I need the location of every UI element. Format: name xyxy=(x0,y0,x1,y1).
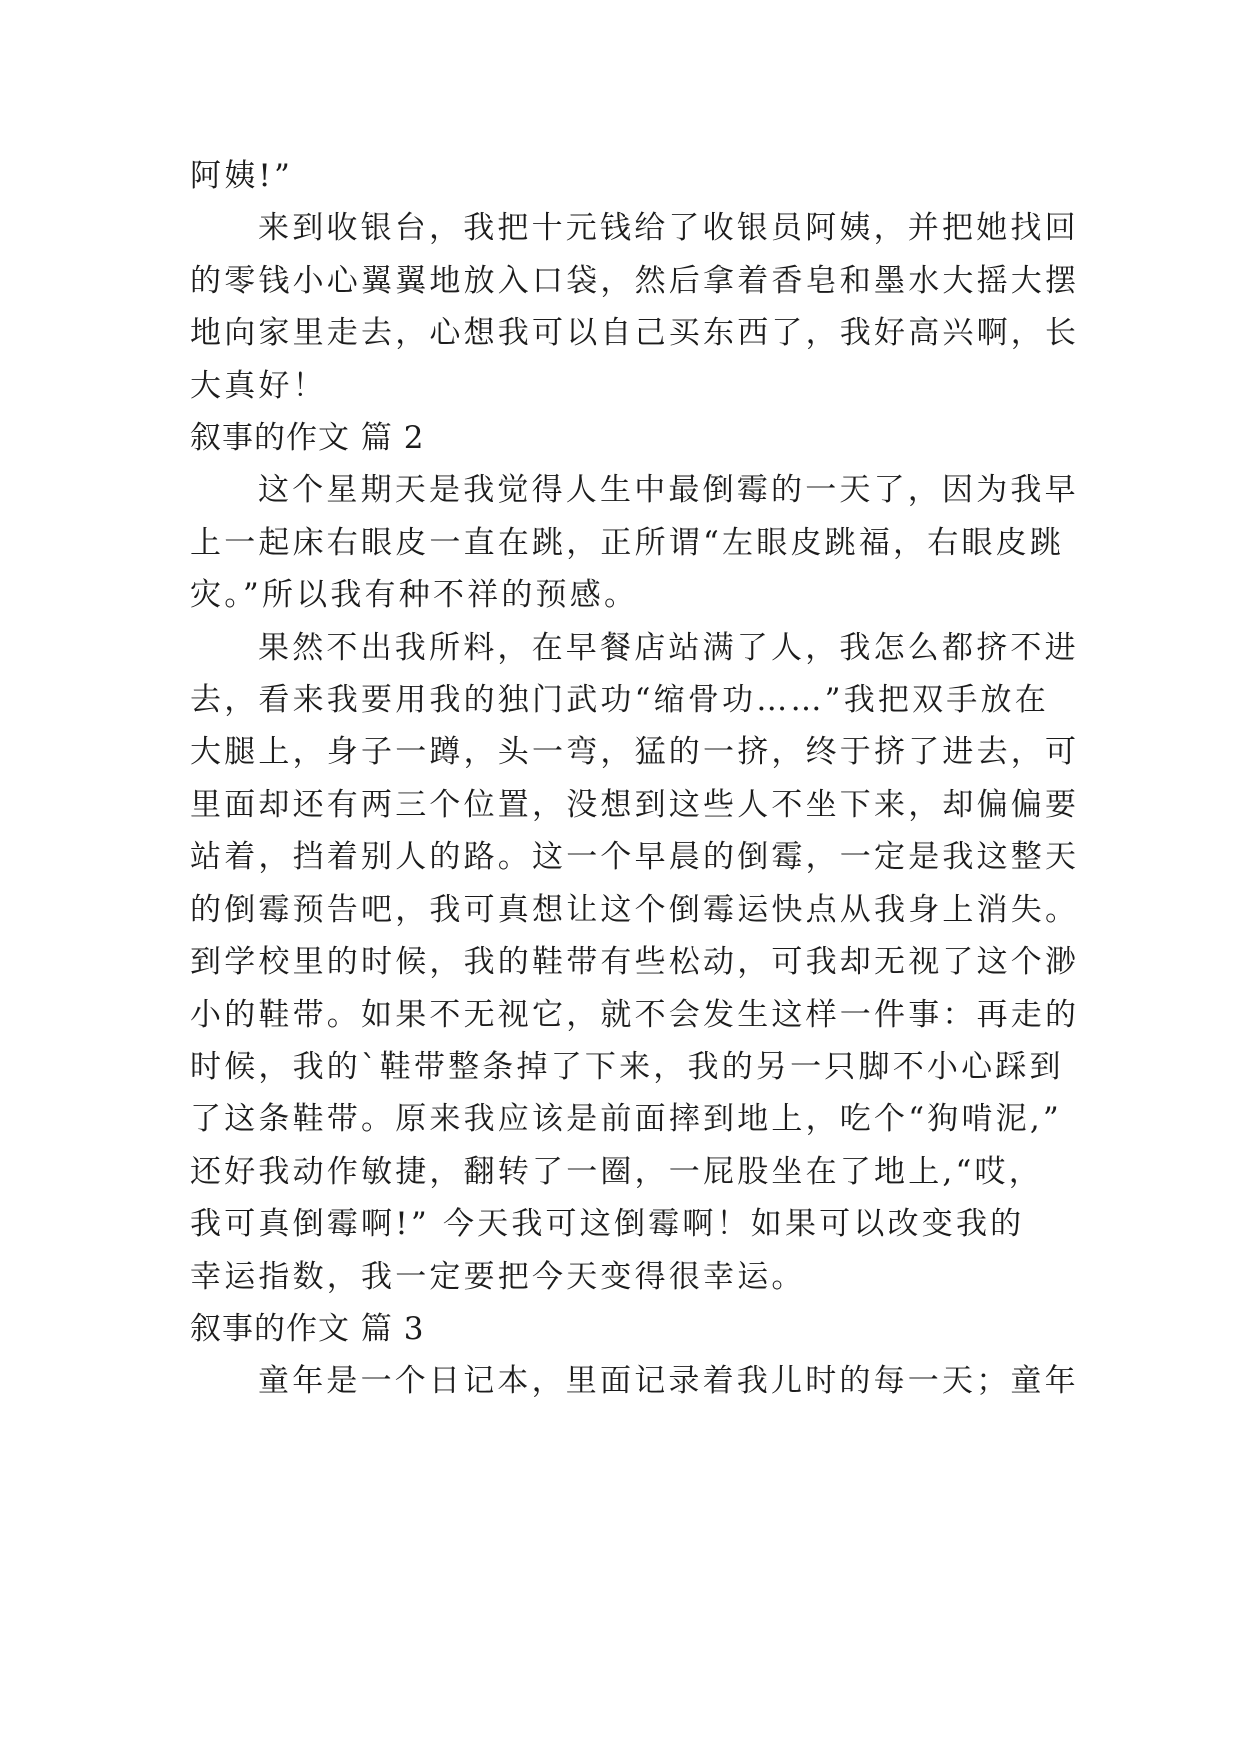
paragraph-start-line: 果然不出我所料，在早餐店站满了人，我怎么都挤不进 xyxy=(258,629,1079,666)
body-line: 里面却还有两三个位置，没想到这些人不坐下来，却偏偏要 xyxy=(190,786,1080,823)
section-heading: 叙事的作文 篇 2 xyxy=(190,420,425,457)
body-line: 灾。”所以我有种不祥的预感。 xyxy=(190,577,639,614)
body-line: 的零钱小心翼翼地放入口袋，然后拿着香皂和墨水大摇大摆 xyxy=(190,262,1080,299)
paragraph-start-line: 童年是一个日记本，里面记录着我儿时的每一天；童年 xyxy=(258,1363,1079,1400)
body-line: 幸运指数，我一定要把今天变得很幸运。 xyxy=(190,1258,806,1295)
body-line: 小的鞋带。如果不无视它，就不会发生这样一件事：再走的 xyxy=(190,996,1080,1033)
document-body xyxy=(190,150,1090,1408)
body-line: 到学校里的时候，我的鞋带有些松动，可我却无视了这个渺 xyxy=(190,944,1080,981)
body-line: 了这条鞋带。原来我应该是前面摔到地上，吃个“狗啃泥,” xyxy=(190,1101,1062,1138)
body-line: 阿姨!” xyxy=(190,158,294,194)
body-line: 时候，我的`鞋带整条掉了下来，我的另一只脚不小心踩到 xyxy=(190,1048,1064,1085)
paragraph-start-line: 来到收银台，我把十元钱给了收银员阿姨，并把她找回 xyxy=(258,210,1079,247)
body-line: 地向家里走去，心想我可以自己买东西了，我好高兴啊，长 xyxy=(190,315,1080,352)
body-line: 大腿上，身子一蹲，头一弯，猛的一挤，终于挤了进去，可 xyxy=(190,734,1080,771)
body-line: 我可真倒霉啊!” 今天我可这倒霉啊！如果可以改变我的 xyxy=(190,1206,1025,1243)
paragraph-start-line: 这个星期天是我觉得人生中最倒霉的一天了，因为我早 xyxy=(258,472,1079,509)
body-line: 还好我动作敏捷，翻转了一圈，一屁股坐在了地上,“哎， xyxy=(190,1153,1043,1190)
body-line: 去，看来我要用我的独门武功“缩骨功……”我把双手放在 xyxy=(190,682,1049,719)
body-line: 的倒霉预告吧，我可真想让这个倒霉运快点从我身上消失。 xyxy=(190,891,1080,928)
body-line: 大真好！ xyxy=(190,367,327,404)
body-line: 站着，挡着别人的路。这一个早晨的倒霉，一定是我这整天 xyxy=(190,839,1080,876)
section-heading: 叙事的作文 篇 3 xyxy=(190,1310,425,1347)
body-line: 上一起床右眼皮一直在跳，正所谓“左眼皮跳福，右眼皮跳 xyxy=(190,524,1065,561)
